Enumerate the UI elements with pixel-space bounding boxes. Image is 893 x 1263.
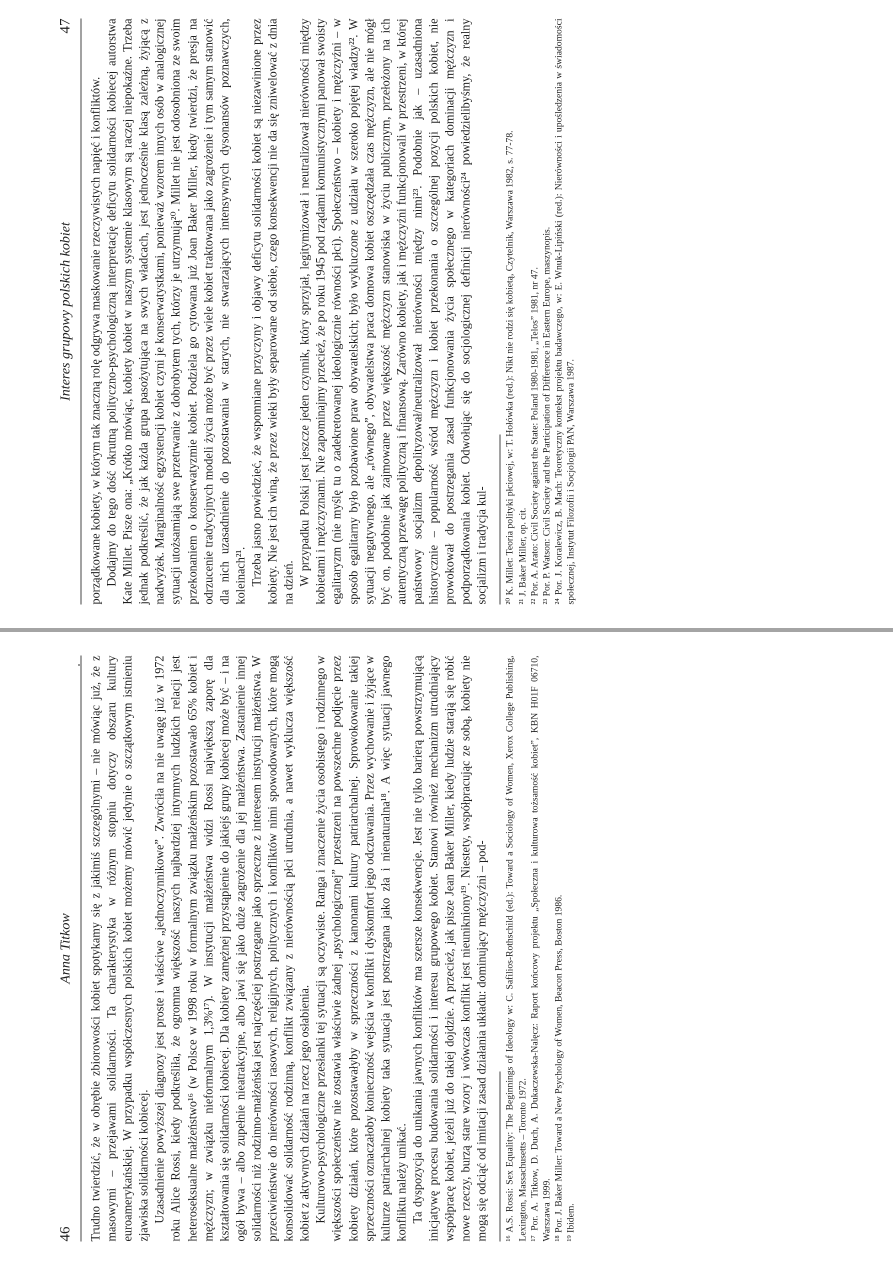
footnote: ¹⁶ A.S. Rossi: Sex Equality: The Beginnings of Ideology w: C. Safilios-Rothschild (ed.): Toward a Sociology of Women, Xerox College Publishing, Lexington, Massachusetts – Toronto 1972. — [504, 655, 528, 1241]
body-text — [87, 655, 489, 1241]
footnote: ²⁰ K. Millet: Teoria polityki płciowej, w: T. Hołówka (red.): Nikt nie rodzi się kobietą, Czytelnik, Warszawa 1982, s. 77-78. — [504, 129, 516, 604]
paragraph: Trzeba jasno powiedzieć, że wspomniane przyczyny i objawy deficytu solidarności kobiet są niezawinione przez kobiety. Nie jest ich winą, że przez wieki były separowane od siebie, czego konsekwencji nie da się zniwelować z dnia na dzień. — [248, 18, 296, 604]
running-head-title: Interes grupowy polskich kobiet — [58, 221, 73, 401]
footnote: ²² Por. A. Arato: Civil Society against the State: Poland 1980-1981, „Telos” 1981, nr 47. — [528, 266, 540, 604]
running-header — [56, 655, 81, 1241]
footnote-rule — [499, 434, 500, 604]
footnote: ¹⁸ Por. J. Baker Miller: Toward a New Psychology of Women, Beacon Press, Boston 1986. — [553, 894, 565, 1241]
page-number: 46 — [57, 1226, 73, 1241]
running-header — [56, 18, 81, 604]
paragraph: Uzasadnienie powyższej diagnozy jest proste i właściwe „jednoczynnikowe”. Zwróciła na nie uwagę już w 1972 roku Alice Rossi, kiedy podkreśliła, że ogromna większość naszych najbardziej intymnych ludzkich relacji jest heteroseksualne małżeństwo¹⁶ (w Polsce w 1998 roku w formalnym związku małżeńskim pozostawało 65% kobiet i mężczyzn; w związku nieformalnym 1,3%¹⁷). W instytucji małżeństwa widzi Rossi największą zaporę dla kształtowania się solidarności kobiecej. Dla kobiety zamężnej przystąpienie do jakiejś grupy kobiecej może być – i na ogół bywa – albo zupełnie nieatrakcyjne, albo jawi się jako duże zagrożenie dla jej małżeństwa. Zastanienie innej solidarności niż rodzinno-małżeńska jest najczęściej postrzegane jako sprzeczne z interesem instytucji małżeństwa. W przeciwieństwie do nierówności rasowych, religijnych, politycznych i konfliktów nimi spowodowanych, które mogą konsolidować solidarność rodzinną, konflikt związany z nierównością płci utrudnia, a nawet wyklucza większość kobiet z aktywnych działań na rzecz jego osłabienia. — [152, 655, 312, 1241]
right-page — [0, 4, 893, 616]
footnote-rule — [499, 1071, 500, 1241]
footnote: ²³ Por. P. Watson: Civil Society and the Participation of Difference in Eastern Europe, maszynopis. — [540, 226, 552, 604]
left-page — [0, 641, 893, 1253]
paragraph: W przypadku Polski jest jeszcze jeden czynnik, który sprzyjał, legitymizował i neutralizował nierówności między kobietami i mężczyznami. Nie zapominajmy przecież, że po roku 1945 pod rządami komunistycznymi panował swoisty egalitaryzm (nie myślę tu o zadekretowanej ideologicznie równości płci). Społeczeństwo – kobiety i mężczyźni – w sposób egalitarny było pozbawione praw obywatelskich; było wykluczone z udziału w szeroko pojętej władzy²². W sytuacji negatywnego, ale „równego”, obywatelstwa praca domowa kobiet oszczędzała czas mężczyzn, ale nie mógł być on, podobnie jak zajmowane przez większość mężczyzn stanowiska w życiu publicznym, przełożony na ich autentyczną przewagę polityczną i finansową. Zarówno kobiety, jak i mężczyźni funkcjonowali w przestrzeni, w której państwowy socjalizm depolityzował/neutralizował nierówności między nimi²³. Podobnie jak – uzasadniona historycznie – popularność wśród mężczyzn i kobiet przekonania o szczególnej pozycji polskich kobiet, nie prowokował do postrzegania zasad funkcjonowania życia społecznego w kategoriach dominacji mężczyzn i podporządkowania kobiet. Odwołując się do socjologicznej definicji nierówności²⁴ powiedzielibyśmy, że realny socjalizm i tradycja kul- — [297, 18, 489, 604]
paragraph: Dodajmy do tego dość okrutną polityczno-psychologiczną interpretację deficytu solidarności kobiecej autorstwa Kate Millet. Pisze ona: „Krótko mówiąc, kobiety kobiet w naszym systemie klasowym są raczej niepokaźne. Trzeba jednak podkreślić, że jak każda grupa pasożytująca na swych władcach, jest jednocześnie klasą zależną, żyjącą z nadwyżek. Marginalność egzystencji kobiet czyni je konserwatystkami, ponieważ wzorem innych osób w analogicznej sytuacji utożsamiają swe przetrwanie z dobrobytem tych, którzy je utrzymują²⁰. Millet nie jest odosobniona ze swoim przekonaniem o konserwatyzmie kobiet. Podziela go cytowana już Joan Baker Miller, kiedy twierdzi, że presja na odrzucenie tradycyjnych modeli życia może być przez wiele kobiet traktowana jako zagrożenie i tym samym stanowić dla nich uzasadnienie do pozostawania w starych, nie stwarzających intensywnych dysonansów poznawczych, koleinach²¹. — [104, 18, 247, 604]
running-head-author: Anna Titkow — [58, 912, 73, 984]
paragraph: porządkowane kobiety, w którym tak znaczną rolę odgrywa maskowanie rzeczywistych napięć i konfliktów. — [88, 76, 102, 604]
scan-speck — [78, 664, 80, 666]
paragraph: Kulturowo-psychologiczne przesłanki tej sytuacji są oczywiste. Ranga i znaczenie życia osobistego i rodzinnego w większości społeczeństw nie zostawia właściwie żadnej „psychologicznej” przestrzeni na powszechne podjęcie przez kobiety działań, które pozostawałyby w sprzeczności z kanonami kultury patriarchalnej. Sprowokowanie takiej sprzeczności oznaczałoby konieczność wejścia w konflikt i dyskomfort jego odczuwania. Przez wychowanie i żyjące w kulturze patriarchalnej kobiety taka sytuacja jest postrzegana jako zła i nienaturalna¹⁸. A więc sytuacji jawnego konfliktu należy unikać. — [313, 655, 408, 1241]
paragraph: Trudno twierdzić, że w obrębie zbiorowości kobiet spotykamy się z jakimiś szczególnymi – nie mówiąc już, że z masowymi – przejawami solidarności. Ta charakterystyka w różnym stopniu dotyczy obszaru kultury euroamerykańskiej. W przypadku współczesnych polskich kobiet możemy mówić jedynie o szczątkowym istnieniu zjawiska solidarności kobiecej. — [88, 655, 151, 1241]
paragraph: Ta dyspozycja do unikania jawnych konfliktów ma szersze konsekwencje. Jest nie tylko barierą powstrzymującą inicjatywę procesu budowania solidarności i interesu grupowego kobiet. Stanowi również mechanizm utrudniający współpracę kobiet, jeżeli już do takiej dojdzie. A przecież, jak pisze Jean Baker Miller, kiedy ludzie starają się robić nowe rzeczy, burzą stare wzory i wówczas konflikt jest nieunikniony¹⁹. Niestety, współpracując ze sobą, kobiety nie mogą się odciąć od imitacji zasad działania układu: dominujący mężczyźni – pod- — [409, 655, 489, 1241]
binding-gutter — [0, 628, 893, 632]
footnotes — [504, 655, 577, 1241]
footnote: ¹⁹ Ibidem. — [565, 1202, 577, 1241]
footnote: ²⁴ Por. J. Koralewicz, B. Mach: Teoretyczny kontekst projektu badawczego, w: E. Wnuk-Lipiński (red.): Nierówności i upośledzenia w świadomości społecznej, Instytut Filozofii i Socjologii PAN, Warszawa 1987. — [553, 18, 577, 604]
body-text — [87, 18, 489, 604]
footnotes — [504, 18, 577, 604]
page-number: 47 — [57, 18, 73, 33]
footnote: ²¹ J. Baker Miller, op. cit. — [516, 507, 528, 604]
footnote: ¹⁷ Por. A. Titkow, D. Duch, A. Dukaczewska-Nalęcz: Raport końcowy projektu „Społeczna i kulturowa tożsamość kobiet”, KBN H01F 06710, Warszawa 1999. — [528, 655, 552, 1241]
